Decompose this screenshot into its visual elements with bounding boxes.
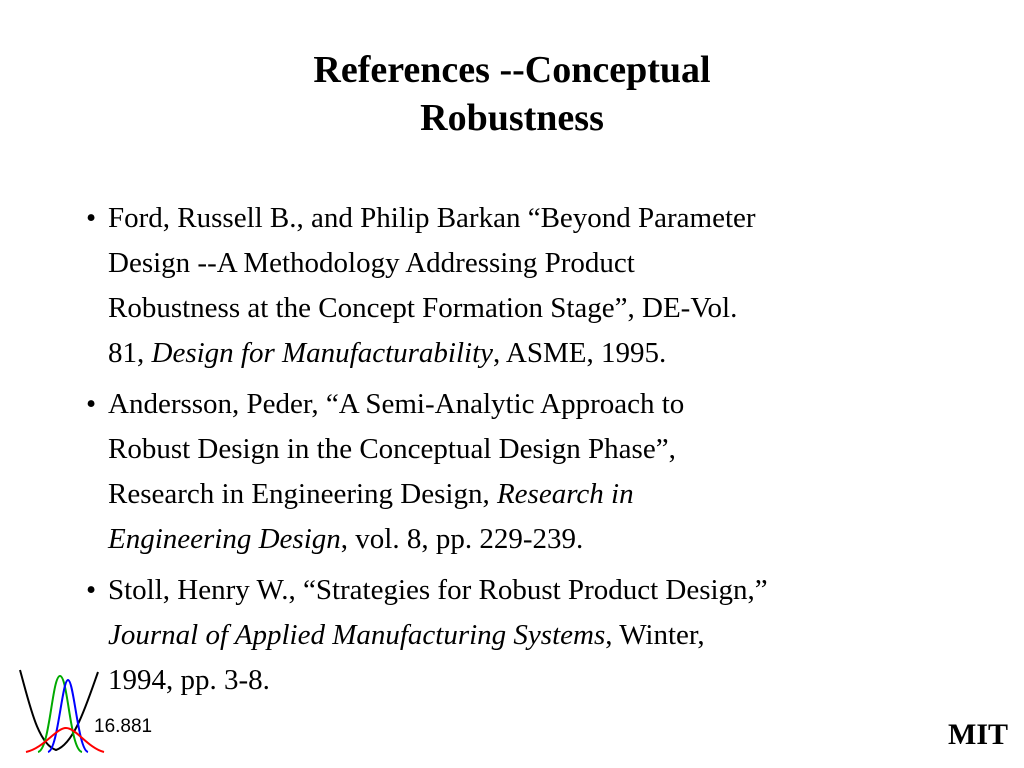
reference-line <box>108 472 986 517</box>
reference-italic-text: Journal of Applied Manufacturing Systems <box>108 619 606 651</box>
reference-line <box>108 517 986 562</box>
reference-italic-text: Design for Manufacturability <box>151 337 494 369</box>
bullet: • <box>86 574 97 606</box>
reference-line <box>108 658 986 703</box>
reference-line <box>108 427 986 472</box>
reference-text: Ford, Russell B., and Philip Barkan “Beyond Parameter <box>108 202 756 234</box>
reference-list <box>86 196 986 709</box>
reference-line <box>108 568 986 613</box>
bell-curves-logo-icon <box>16 666 106 754</box>
reference-line <box>108 331 986 376</box>
reference-line <box>108 196 986 241</box>
reference-item <box>86 196 986 376</box>
reference-italic-text: Research in <box>496 478 634 510</box>
reference-text: , Winter, <box>605 619 705 651</box>
title-line-2: Robustness <box>420 97 604 139</box>
institution-label: MIT <box>948 718 1008 751</box>
reference-text: Andersson, Peder, “A Semi-Analytic Approach to <box>108 388 685 420</box>
reference-text: 81, <box>108 337 152 369</box>
reference-line <box>108 241 986 286</box>
logo-curve-red <box>26 728 104 752</box>
reference-text: Stoll, Henry W., “Strategies for Robust Product Design,” <box>108 574 768 606</box>
logo-curve-black <box>20 670 98 750</box>
reference-line <box>108 613 986 658</box>
reference-text: Robustness at the Concept Formation Stage”, DE-Vol. <box>108 292 738 324</box>
reference-line <box>108 286 986 331</box>
bullet: • <box>86 202 97 234</box>
slide-title <box>0 46 1024 142</box>
reference-text: 1994, pp. 3-8. <box>108 664 270 696</box>
bullet: • <box>86 388 97 420</box>
reference-text: Robust Design in the Conceptual Design Phase”, <box>108 433 676 465</box>
reference-text: Research in Engineering Design, <box>108 478 497 510</box>
reference-text: , vol. 8, pp. 229-239. <box>340 523 584 555</box>
reference-line <box>108 382 986 427</box>
reference-text: , ASME, 1995. <box>493 337 667 369</box>
reference-item <box>86 382 986 562</box>
reference-item <box>86 568 986 703</box>
title-line-1: References --Conceptual <box>313 49 711 91</box>
reference-italic-text: Engineering Design <box>108 523 341 555</box>
reference-text: Design --A Methodology Addressing Product <box>108 247 635 279</box>
course-number: 16.881 <box>94 716 153 737</box>
